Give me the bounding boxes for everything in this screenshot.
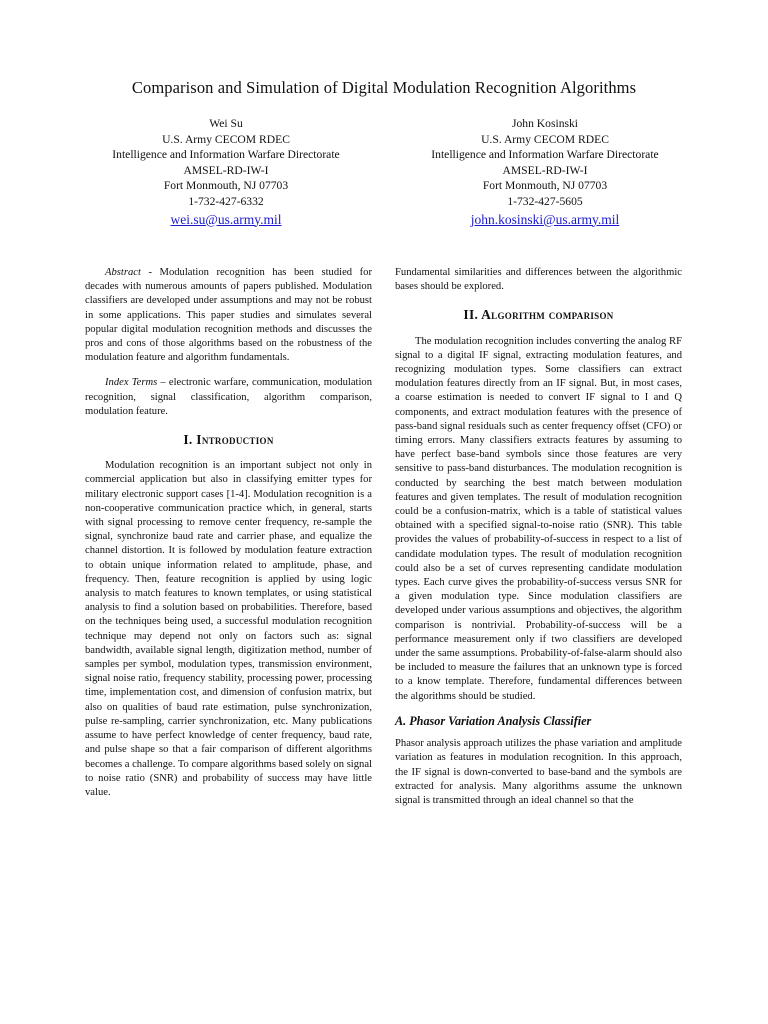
abstract-label: Abstract (105, 267, 141, 278)
algorithm-comparison-paragraph: The modulation recognition includes converting the analog RF signal to a digital IF signal, extracting modulation features, and recognizing modulation types. Some classifiers can extract modulation features directly from an IF signal. But, in most cases, a coarse estimation is needed to convert IF signal to I and Q components, and extract modulation features with the presence of pass-band signal residuals such as center frequency offset (CFO) or timing errors. Many classifiers extracts features by assuming to have perfect base-band symbols since those features are very sensitive to pass-band disturbances. The modulation recognition is conducted by searching the best match between modulation features and given templates. The result of modulation recognition could be a confusion-matrix, which is a table of statistical values obtained with a specified signal-to-noise ratio (SNR). This table provides the values of probability-of-success in respect to a list of candidate modulation types. The result of modulation recognition could also be a set of curves representing candidate modulation types. Each curve gives the probability-of-success versus SNR for a given modulation type. Since modulation classifiers are developed under various assumptions and objectives, the algorithm comparison is nontrivial. Probability-of-success will be a performance measurement only if two classifiers are developed under the same assumptions. Probability-of-false-alarm should also be included to measure the failures that an unknown type is forced to a know template. Therefore, fundamental differences between the algorithms should be studied. (395, 335, 682, 702)
introduction-paragraph: Modulation recognition is an important subject not only in commercial application but also in classifying emitter types for military electronic support cases [1-4]. Modulation recognition is a non-cooperative communication practice which, in general, starts with signal processing to remove center frequency, re-sample the signal, synchronize baud rate and carrier phase, and equalize the channel distortion. It is followed by modulation feature extraction to obtain unique information related to amplitude, phase, and frequency. Then, feature recognition is applied by using logic analysis to match features to known templates, or using statistical analysis to find a solution based on probabilities. Therefore, based on the techniques being used, a successful modulation recognition technique may depend not only on factors such as: signal bandwidth, available signal length, digitization method, number of samples per symbol, modulation types, transmission environment, signal noise ratio, frequency stability, processing power, processing time, implementation cost, and dimension of confusion matrix, but also on qualities of baud rate estimation, pulse synchronization, pulse re-sampling, carrier synchronization, etc. Many publications assume to have perfect knowledge of center frequency, baud rate, and pulse shape so that a fair comparison of different algorithms becomes a challenge. To compare algorithms based solely on signal to noise ratio (SNR) and probability of success may have little value. (85, 460, 372, 798)
author-block-1 (61, 116, 391, 227)
abstract-paragraph (85, 266, 372, 365)
author-org: U.S. Army CECOM RDEC (481, 132, 609, 146)
author-code: AMSEL-RD-IW-I (183, 163, 269, 177)
subsection-heading-phasor: A. Phasor Variation Analysis Classifier (395, 713, 592, 728)
section-heading-algorithm-comparison: II. Algorithm comparison (463, 307, 614, 323)
left-column (85, 266, 372, 800)
author-block-2 (380, 116, 710, 227)
index-terms-label: Index Terms (105, 377, 158, 389)
author-phone: 1-732-427-6332 (188, 194, 264, 208)
introduction-continued: Fundamental similarities and differences between the algorithmic bases should be explored. (395, 267, 682, 293)
author-email-link[interactable]: wei.su@us.army.mil (170, 211, 282, 227)
paper-title: Comparison and Simulation of Digital Modulation Recognition Algorithms (131, 78, 637, 97)
index-terms-text: – electronic warfare, communication, modulation recognition, signal classification, algorithm comparison, modulation feature. (85, 377, 372, 417)
author-name: Wei Su (209, 117, 243, 130)
author-city: Fort Monmouth, NJ 07703 (482, 179, 608, 193)
author-division: Intelligence and Information Warfare Directorate (431, 148, 659, 162)
author-city: Fort Monmouth, NJ 07703 (163, 179, 289, 193)
author-phone: 1-732-427-5605 (507, 194, 583, 208)
author-division: Intelligence and Information Warfare Directorate (112, 148, 340, 162)
index-terms-paragraph (85, 376, 372, 419)
phasor-paragraph: Phasor analysis approach utilizes the phase variation and amplitude variation as features in modulation recognition. In this approach, the IF signal is down-converted to base-band and the symbols are extracted for analysis. Many algorithms assume the unknown signal is transmitted through an ideal channel so that the (395, 738, 682, 806)
author-name: John Kosinski (511, 117, 579, 130)
author-org: U.S. Army CECOM RDEC (162, 132, 290, 146)
right-column (395, 266, 682, 808)
section-heading-introduction: I. Introduction (183, 432, 274, 448)
author-email-link[interactable]: john.kosinski@us.army.mil (470, 211, 620, 227)
author-code: AMSEL-RD-IW-I (502, 163, 588, 177)
abstract-text: - Modulation recognition has been studied for decades with numerous amounts of papers published. Modulation classifiers are developed under assumptions and may not be robust in some applications. This paper studies and simulates several popular digital modulation recognition methods and discusses the pros and cons of those algorithms based on the robustness of the modulation feature and algorithm fundamentals. (85, 267, 372, 364)
